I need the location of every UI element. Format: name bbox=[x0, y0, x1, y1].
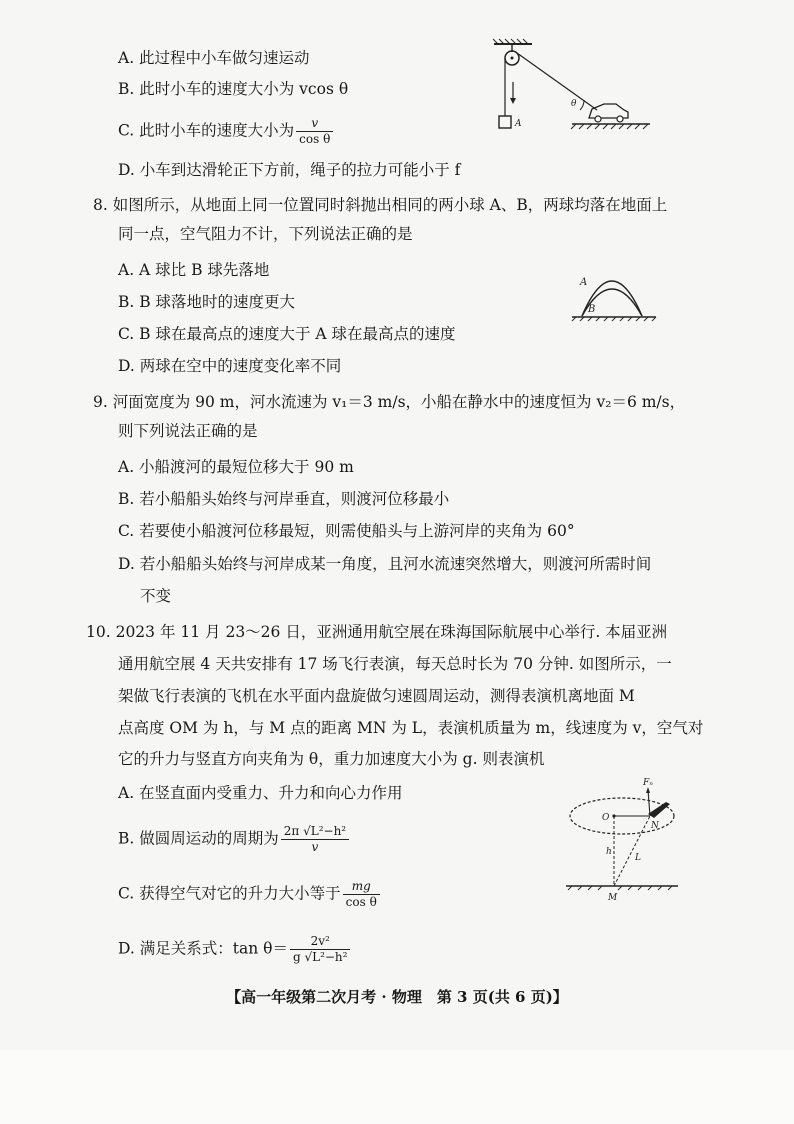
q7-option-d: D. 小车到达滑轮正下方前，绳子的拉力可能小于 f bbox=[118, 161, 461, 179]
q9-stem-line1: 9. 河面宽度为 90 m，河水流速为 v₁＝3 m/s，小船在静水中的速度恒为 v₂＝6 m/s， bbox=[93, 393, 686, 411]
block-a bbox=[499, 116, 511, 128]
q10-option-c bbox=[118, 880, 382, 909]
q10-option-b bbox=[118, 825, 351, 854]
q8-option-b: B. B 球落地时的速度更大 bbox=[118, 293, 296, 311]
pulley-car-diagram bbox=[492, 38, 652, 134]
fraction-denominator: v bbox=[311, 840, 319, 854]
block-label: A bbox=[515, 119, 522, 129]
q7-option-b: B. 此时小车的速度大小为 vcos θ bbox=[118, 80, 349, 98]
distance-l-label: L bbox=[635, 853, 641, 863]
q10-option-b-fraction bbox=[281, 825, 349, 854]
q9-stem-line2: 则下列说法正确的是 bbox=[118, 422, 258, 440]
q10-option-c-fraction bbox=[343, 880, 380, 909]
lift-force-label: Fₙ bbox=[643, 778, 653, 788]
point-n-label: N bbox=[651, 821, 659, 831]
fraction-denominator: g √L²−h² bbox=[292, 950, 348, 964]
projectile-trajectories-diagram bbox=[566, 256, 662, 322]
circular-flight-diagram bbox=[562, 776, 682, 904]
q10-option-b-prefix: B. 做圆周运动的周期为 bbox=[118, 829, 279, 848]
fraction-numerator: 2v² bbox=[290, 935, 351, 950]
car-icon bbox=[589, 104, 628, 118]
fraction-denominator: cos θ bbox=[299, 132, 331, 146]
airplane-icon bbox=[648, 802, 670, 818]
center-o-label: O bbox=[602, 813, 610, 823]
q10-option-a: A. 在竖直面内受重力、升力和向心力作用 bbox=[118, 784, 403, 802]
q7-option-c bbox=[118, 117, 335, 146]
q10-stem-line5: 它的升力与竖直方向夹角为 θ，重力加速度大小为 g. 则表演机 bbox=[118, 750, 545, 768]
q10-stem-line3: 架做飞行表演的飞机在水平面内盘旋做匀速圆周运动，测得表演机离地面 M bbox=[118, 687, 635, 705]
page-bottom-margin bbox=[0, 1050, 794, 1124]
q8-option-c: C. B 球在最高点的速度大于 A 球在最高点的速度 bbox=[118, 325, 456, 343]
fraction-numerator: mg bbox=[343, 880, 380, 895]
q10-option-d-fraction bbox=[290, 935, 351, 964]
q9-option-c: C. 若要使小船渡河位移最短，则需使船头与上游河岸的夹角为 60° bbox=[118, 522, 575, 540]
q8-stem-line1: 8. 如图所示，从地面上同一位置同时斜抛出相同的两小球 A、B，两球均落在地面上 bbox=[93, 196, 668, 214]
fraction-numerator: 2π √L²−h² bbox=[281, 825, 349, 840]
angle-label: θ bbox=[571, 99, 577, 109]
q9-option-d-line2: 不变 bbox=[140, 587, 172, 605]
q7-option-a: A. 此过程中小车做匀速运动 bbox=[118, 49, 310, 67]
q7-option-c-fraction bbox=[296, 117, 333, 146]
q10-stem-line2: 通用航空展 4 天共安排有 17 场飞行表演，每天总时长为 70 分钟. 如图所示，一 bbox=[118, 655, 672, 673]
q9-option-a: A. 小船渡河的最短位移大于 90 m bbox=[118, 458, 354, 476]
q10-option-c-prefix: C. 获得空气对它的升力大小等于 bbox=[118, 884, 341, 903]
q8-stem-line2: 同一点，空气阻力不计，下列说法正确的是 bbox=[118, 225, 413, 243]
trajectory-b-label: B bbox=[588, 304, 596, 315]
q7-option-c-prefix: C. 此时小车的速度大小为 bbox=[118, 121, 295, 140]
trajectory-a-label: A bbox=[580, 277, 588, 288]
fraction-denominator: cos θ bbox=[345, 895, 377, 909]
q10-option-d bbox=[118, 935, 352, 964]
q8-option-d: D. 两球在空中的速度变化率不同 bbox=[118, 357, 342, 375]
point-m-label: M bbox=[608, 893, 618, 903]
height-h-label: h bbox=[606, 847, 612, 857]
fraction-numerator: v bbox=[296, 117, 333, 132]
page-footer: 【高一年级第二次月考 · 物理 第 3 页(共 6 页)】 bbox=[226, 988, 568, 1006]
q8-option-a: A. A 球比 B 球先落地 bbox=[118, 261, 270, 279]
q9-option-b: B. 若小船船头始终与河岸垂直，则渡河位移最小 bbox=[118, 490, 450, 508]
q9-option-d-line1: D. 若小船船头始终与河岸成某一角度，且河水流速突然增大，则渡河所需时间 bbox=[118, 555, 652, 573]
q10-stem-line4: 点高度 OM 为 h，与 M 点的距离 MN 为 L，表演机质量为 m，线速度为 v，空气对 bbox=[118, 719, 704, 737]
q10-stem-line1: 10. 2023 年 11 月 23～26 日，亚洲通用航空展在珠海国际航展中心举行. 本届亚洲 bbox=[86, 623, 668, 641]
q10-option-d-prefix: D. 满足关系式：tan θ＝ bbox=[118, 939, 288, 958]
